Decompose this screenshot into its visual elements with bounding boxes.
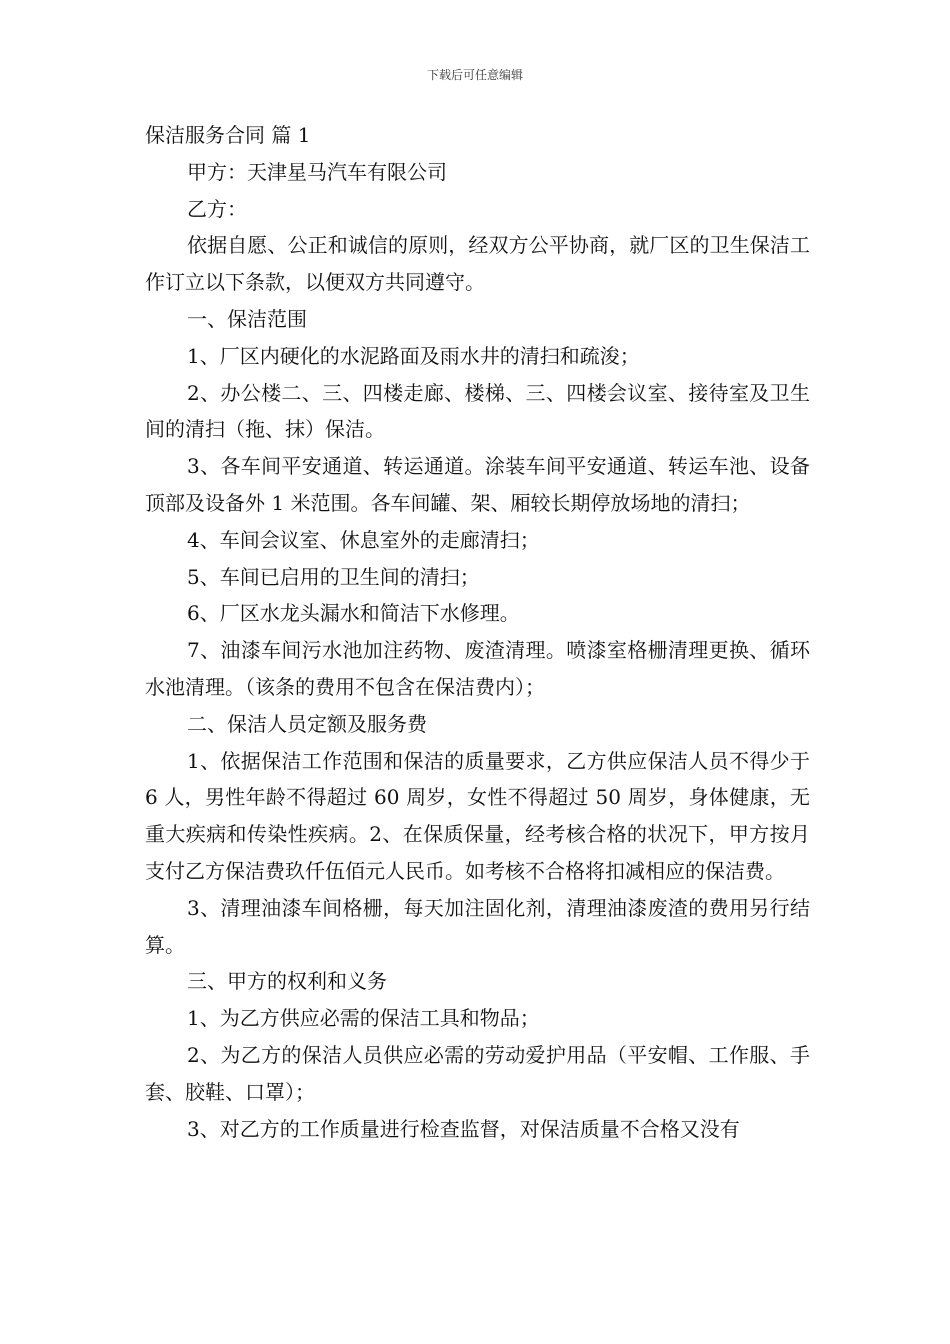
clause: 3、清理油漆车间格栅，每天加注固化剂，清理油漆废渣的费用另行结算。 (145, 895, 810, 957)
clause: 2、为乙方的保洁人员供应必需的劳动爱护用品（平安帽、工作服、手套、胶鞋、口罩）； (145, 1042, 810, 1104)
clause: 1、厂区内硬化的水泥路面及雨水井的清扫和疏浚； (187, 343, 640, 368)
document-title: 保洁服务合同 篇 1 (145, 123, 311, 147)
section-heading: 二、保洁人员定额及服务费 (187, 711, 427, 736)
clause: 1、依据保洁工作范围和保洁的质量要求，乙方供应保洁人员不得少于 6 人，男性年龄不得超过 60 周岁，女性不得超过 50 周岁，身体健康，无重大疾病和传染性疾病。2、在保质保量，经考核合格的状况下，甲方按月支付乙方保洁费玖仟伍佰元人民币。如考核不合格将扣减相应的保洁费。 (145, 748, 810, 883)
clause: 5、车间已启用的卫生间的清扫； (187, 564, 480, 589)
document-body (145, 117, 810, 1147)
clause: 6、厂区水龙头漏水和简洁下水修理。 (187, 601, 520, 626)
clause: 3、对乙方的工作质量进行检查监督，对保洁质量不合格又没有 (187, 1116, 740, 1141)
party-a: 甲方：天津星马汽车有限公司 (187, 159, 447, 184)
section-heading: 一、保洁范围 (187, 306, 307, 331)
party-b: 乙方： (187, 196, 247, 221)
clause: 1、为乙方供应必需的保洁工具和物品； (187, 1006, 540, 1031)
clause: 3、各车间平安通道、转运通道。涂装车间平安通道、转运车池、设备顶部及设备外 1 米范围。各车间罐、架、厢较长期停放场地的清扫； (145, 454, 810, 515)
section-heading: 三、甲方的权利和义务 (187, 969, 387, 994)
clause: 4、车间会议室、休息室外的走廊清扫； (187, 527, 540, 552)
page-header: 下载后可任意编辑 (426, 68, 523, 82)
clause: 2、办公楼二、三、四楼走廊、楼梯、三、四楼会议室、接待室及卫生间的清扫（拖、抹）保洁。 (145, 380, 810, 442)
clause: 7、油漆车间污水池加注药物、废渣清理。喷漆室格栅清理更换、循环水池清理。（该条的费用不包含在保洁费内）； (145, 638, 810, 699)
intro-paragraph: 依据自愿、公正和诚信的原则，经双方公平协商，就厂区的卫生保洁工作订立以下条款，以便双方共同遵守。 (145, 233, 810, 295)
